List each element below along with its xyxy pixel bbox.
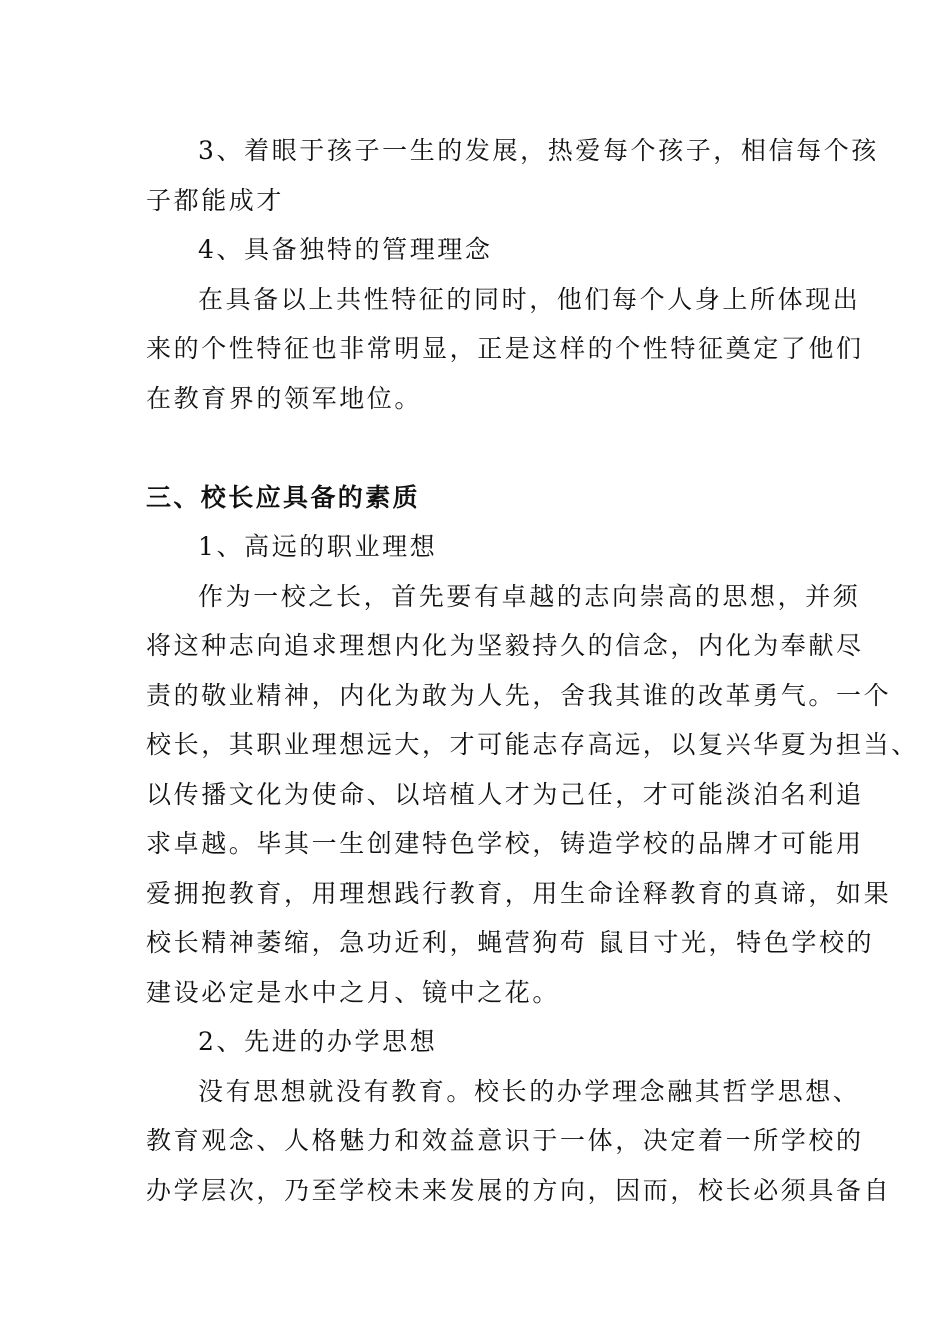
- paragraph-line: 求卓越。毕其一生创建特色学校，铸造学校的品牌才可能用: [146, 829, 864, 858]
- paragraph-line: 没有思想就没有教育。校长的办学理念融其哲学思想、: [198, 1076, 861, 1106]
- paragraph-line: 责的敬业精神，内化为敢为人先，舍我其谁的改革勇气。一个: [146, 680, 892, 710]
- paragraph-line: 作为一校之长，首先要有卓越的志向崇高的思想，并须: [198, 581, 861, 611]
- subsection-title-2: 2、先进的办学思想: [198, 1027, 438, 1056]
- paragraph-line-item3-cont: 子都能成才: [146, 185, 285, 215]
- section-heading: 三、校长应具备的素质: [146, 482, 421, 512]
- paragraph-line: 将这种志向追求理想内化为坚毅持久的信念，内化为奉献尽: [146, 631, 864, 660]
- paragraph-line: 办学层次，乃至学校未来发展的方向，因而，校长必须具备自: [146, 1175, 892, 1205]
- subsection-title-1: 1、高远的职业理想: [198, 532, 438, 561]
- paragraph-line: 以传播文化为使命、以培植人才为己任，才可能淡泊名利追: [146, 779, 864, 809]
- paragraph-line: 爱拥抱教育，用理想践行教育，用生命诠释教育的真谛，如果: [146, 878, 892, 908]
- paragraph-line: 校长精神萎缩，急功近利，蝇营狗苟 鼠目寸光，特色学校的: [146, 928, 875, 957]
- paragraph-line: 在教育界的领军地位。: [146, 383, 423, 413]
- paragraph-line-item3: 3、着眼于孩子一生的发展，热爱每个孩子，相信每个孩: [198, 136, 879, 165]
- paragraph-line: 来的个性特征也非常明显，正是这样的个性特征奠定了他们: [146, 334, 864, 363]
- paragraph-line-item4: 4、具备独特的管理理念: [198, 235, 493, 264]
- paragraph-line: 教育观念、人格魅力和效益意识于一体，决定着一所学校的: [146, 1126, 864, 1155]
- section-spacer: [146, 423, 826, 473]
- document-body: [146, 126, 919, 1215]
- paragraph-line: 校长，其职业理想远大，才可能志存高远，以复兴华夏为担当、: [146, 730, 919, 759]
- paragraph-line: 建设必定是水中之月、镜中之花。: [146, 977, 561, 1007]
- paragraph-line: 在具备以上共性特征的同时，他们每个人身上所体现出: [198, 284, 861, 314]
